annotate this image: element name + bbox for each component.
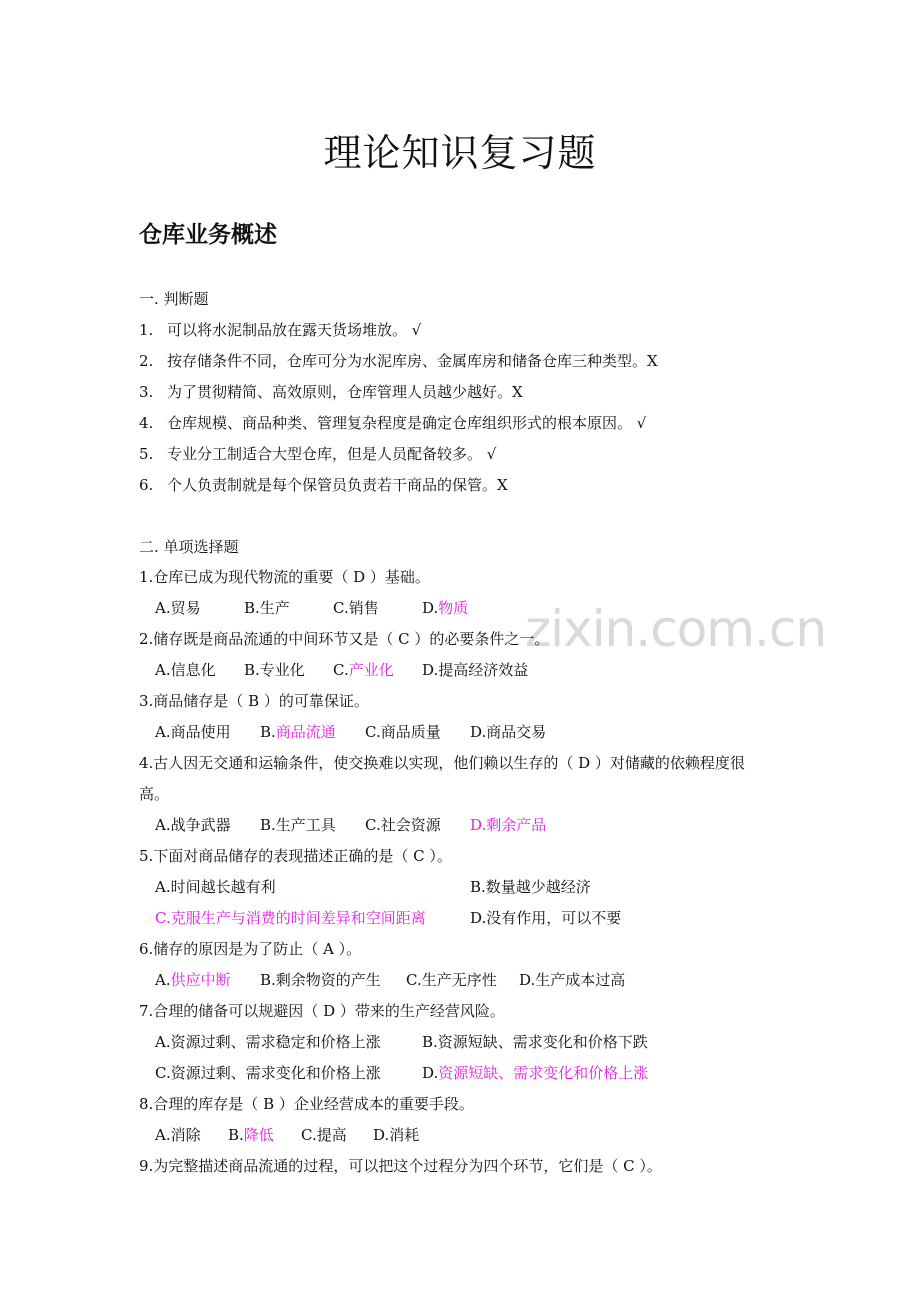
option-b: B.专业化 — [244, 661, 305, 679]
question-stem: 8.合理的库存是（ B ）企业经营成本的重要手段。 — [139, 1095, 474, 1113]
option-c: C.商品质量 — [365, 723, 441, 741]
option-a — [155, 970, 231, 990]
item-text: 可以将水泥制品放在露天货场堆放。 √ — [167, 321, 422, 339]
option-d: D.消耗 — [373, 1126, 420, 1144]
answer-highlight: 供应中断 — [170, 971, 231, 989]
option-a: A.消除 — [155, 1126, 201, 1144]
item-text: 专业分工制适合大型仓库，但是人员配备较多。 √ — [167, 445, 497, 463]
option-c: C.生产无序性 — [406, 971, 497, 989]
answer-highlight: 商品流通 — [275, 723, 336, 741]
question-stem: 6.储存的原因是为了防止（ A ）。 — [139, 940, 362, 958]
option-d: D.没有作用，可以不要 — [470, 909, 622, 927]
item-text: 个人负责制就是每个保管员负责若干商品的保管。X — [167, 476, 508, 494]
option-d: D.剩余产品 — [470, 816, 547, 834]
option-a: A.商品使用 — [155, 723, 231, 741]
option-b: B.生产工具 — [260, 816, 336, 834]
option-c: C.社会资源 — [365, 816, 441, 834]
option-a: A.时间越长越有利 — [155, 878, 276, 896]
judge-heading: 一. 判断题 — [139, 290, 209, 308]
answer-highlight: 降低 — [243, 1126, 274, 1144]
option-d: D.提高经济效益 — [422, 661, 529, 679]
option-b: B.剩余物资的产生 — [260, 971, 381, 989]
question-stem-cont: 高。 — [139, 785, 170, 803]
option-a: A.战争武器 — [155, 816, 231, 834]
judge-item — [139, 475, 508, 495]
section-heading: 仓库业务概述 — [139, 222, 277, 248]
question-stem: 5.下面对商品储存的表现描述正确的是（ C ）。 — [139, 847, 452, 865]
item-text: 仓库规模、商品种类、管理复杂程度是确定仓库组织形式的根本原因。 √ — [167, 414, 647, 432]
option-b: B.资源短缺、需求变化和价格下跌 — [422, 1033, 648, 1051]
judge-item — [139, 320, 421, 340]
option-d: D.生产成本过高 — [519, 971, 626, 989]
judge-item — [139, 413, 646, 433]
question-stem: 9.为完整描述商品流通的过程，可以把这个过程分为四个环节，它们是（ C ）。 — [139, 1157, 662, 1175]
item-number: 1. — [139, 321, 154, 339]
watermark: zixin.com.cn — [525, 600, 827, 658]
judge-item — [139, 351, 658, 371]
option-letter: B. — [260, 723, 276, 741]
option-c — [333, 660, 394, 680]
question-stem: 2.储存既是商品流通的中间环节又是（ C ）的必要条件之一。 — [139, 630, 550, 648]
option-b: B.生产 — [244, 599, 290, 617]
item-text: 按存储条件不同，仓库可分为水泥库房、金属库房和储备仓库三种类型。X — [167, 352, 658, 370]
option-letter: D. — [422, 1064, 439, 1082]
item-number: 5. — [139, 445, 154, 463]
item-number: 4. — [139, 414, 154, 432]
option-letter: B. — [228, 1126, 244, 1144]
option-letter: C. — [333, 661, 349, 679]
item-text: 为了贯彻精简、高效原则，仓库管理人员越少越好。X — [167, 383, 523, 401]
option-c: C.销售 — [333, 599, 379, 617]
answer-highlight: 物质 — [438, 599, 469, 617]
option-a: A.贸易 — [155, 599, 201, 617]
question-stem: 1.仓库已成为现代物流的重要（ D ）基础。 — [139, 568, 430, 586]
option-c: C.克服生产与消费的时间差异和空间距离 — [155, 909, 426, 927]
choice-heading: 二. 单项选择题 — [139, 538, 239, 556]
option-b — [260, 722, 336, 742]
judge-item — [139, 382, 523, 402]
question-stem: 4.古人因无交通和运输条件，使交换难以实现，他们赖以生存的（ D ）对储藏的依赖程度很 — [139, 754, 745, 772]
answer-highlight: 产业化 — [348, 661, 394, 679]
option-letter: D. — [422, 599, 439, 617]
question-stem: 3.商品储存是（ B ）的可靠保证。 — [139, 692, 369, 710]
option-b: B.数量越少越经济 — [470, 878, 591, 896]
page-title: 理论知识复习题 — [323, 131, 597, 175]
question-stem: 7.合理的储备可以规避因（ D ）带来的生产经营风险。 — [139, 1002, 505, 1020]
option-a: A.资源过剩、需求稳定和价格上涨 — [155, 1033, 381, 1051]
option-c: C.提高 — [301, 1126, 347, 1144]
item-number: 2. — [139, 352, 154, 370]
item-number: 6. — [139, 476, 154, 494]
judge-item — [139, 444, 496, 464]
option-c: C.资源过剩、需求变化和价格上涨 — [155, 1064, 381, 1082]
item-number: 3. — [139, 383, 154, 401]
answer-highlight: 资源短缺、需求变化和价格上涨 — [438, 1064, 649, 1082]
option-d — [422, 598, 468, 618]
option-d: D.商品交易 — [470, 723, 547, 741]
option-b — [228, 1125, 274, 1145]
option-d — [422, 1063, 648, 1083]
option-letter: A. — [155, 971, 171, 989]
option-a: A.信息化 — [155, 661, 216, 679]
